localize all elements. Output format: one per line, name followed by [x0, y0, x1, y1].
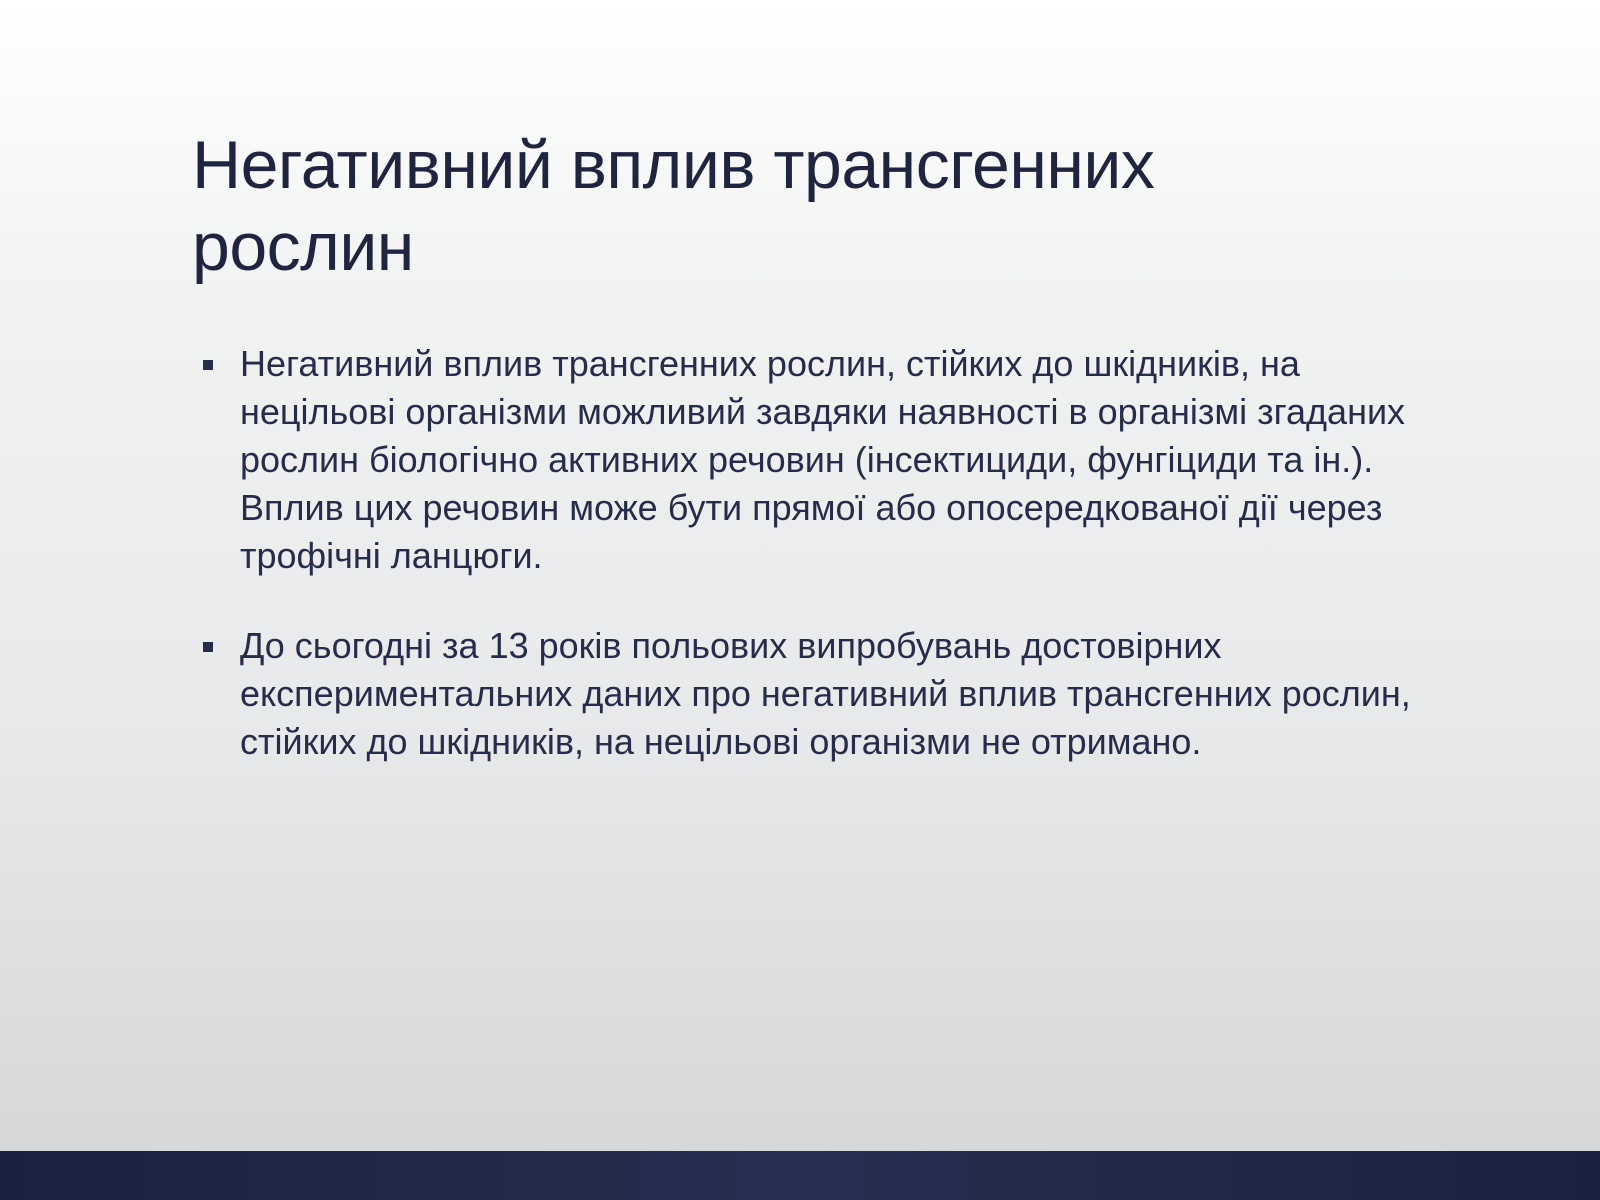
bullet-text: До сьогодні за 13 років польових випробувань достовірних експериментальних даних про негативний вплив трансгенних рослин, стійких до шкідників, на нецільові організми не отримано.	[240, 625, 1411, 762]
bullet-text: Негативний вплив трансгенних рослин, стійких до шкідників, на нецільові організми можливий завдяки наявності в організмі згаданих рослин біологічно активних речовин (інсектициди, фунгіциди та ін.). Вплив цих речовин може бути прямої або опосередкованої дії через трофічні ланцюги.	[240, 343, 1406, 576]
slide-title: Негативний вплив трансгенних рослин	[192, 127, 1155, 285]
square-bullet-icon	[203, 360, 213, 370]
square-bullet-icon	[203, 642, 213, 652]
bullet-item-nontarget-effect	[200, 340, 1420, 580]
bullet-item-field-trials	[200, 622, 1420, 766]
footer-band	[0, 1151, 1600, 1200]
bullet-list	[200, 340, 1420, 766]
